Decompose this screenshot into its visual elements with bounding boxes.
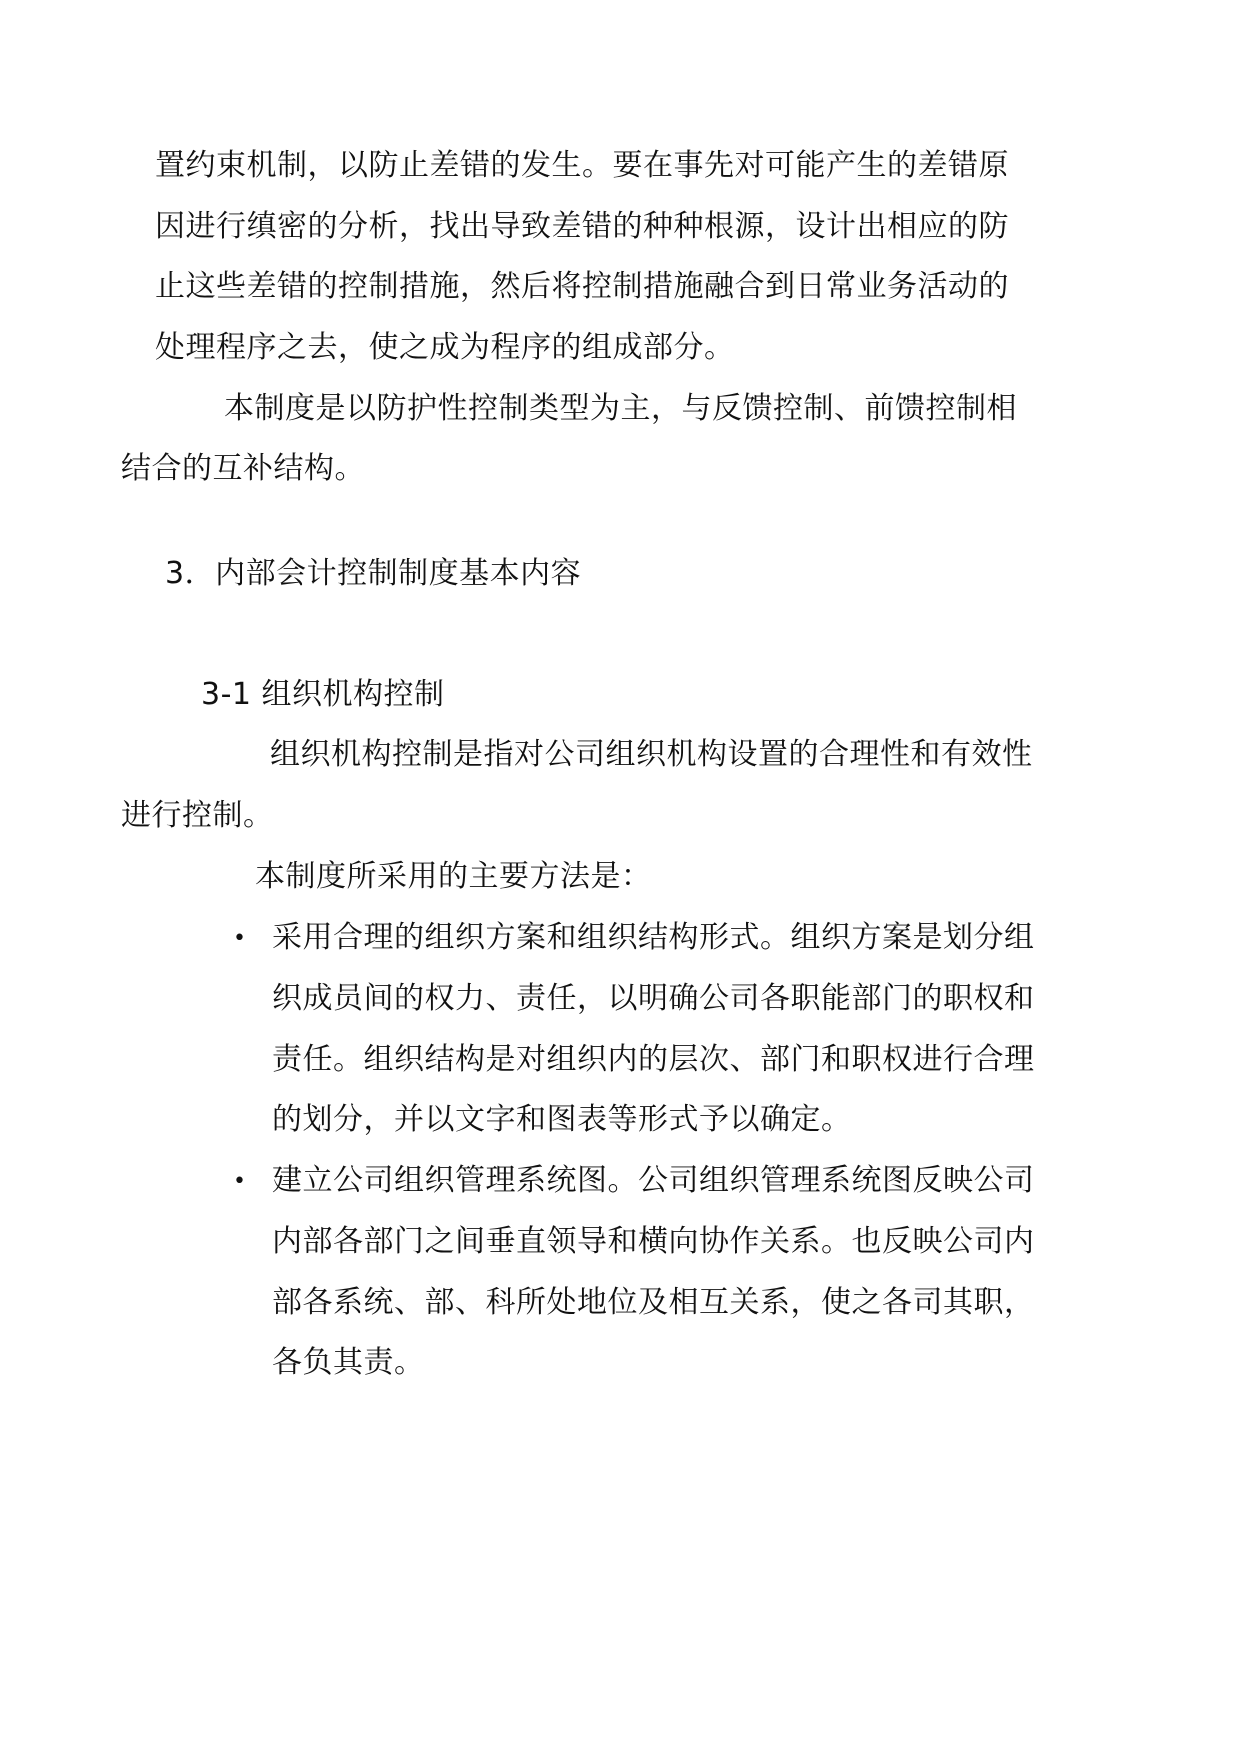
paragraph2-line-1: 本制度是以防护性控制类型为主，与反馈控制、前馈控制相 <box>224 391 1017 426</box>
bullet-1-marker: • <box>233 926 246 951</box>
bullet-2-line-2: 内部各部门之间垂直领导和横向协作关系。也反映公司内 <box>272 1224 1035 1259</box>
bullet-2-line-4: 各负其责。 <box>272 1345 425 1380</box>
paragraph1-line-2: 因进行缜密的分析，找出导致差错的种种根源，设计出相应的防 <box>155 209 1009 244</box>
section-heading: 3．内部会计控制制度基本内容 <box>165 556 582 591</box>
bullet-2-line-3: 部各系统、部、科所处地位及相互关系，使之各司其职， <box>272 1285 1035 1320</box>
bullet-2-marker: • <box>233 1169 246 1194</box>
methods-intro: 本制度所采用的主要方法是： <box>255 859 652 894</box>
bullet-1-line-1: 采用合理的组织方案和组织结构形式。组织方案是划分组 <box>272 920 1035 955</box>
paragraph1-line-3: 止这些差错的控制措施，然后将控制措施融合到日常业务活动的 <box>155 269 1009 304</box>
subsection-heading: 3-1 组织机构控制 <box>201 677 445 712</box>
bullet-1-line-4: 的划分，并以文字和图表等形式予以确定。 <box>272 1102 852 1137</box>
paragraph3-line-2: 进行控制。 <box>121 798 274 833</box>
paragraph2-line-2: 结合的互补结构。 <box>121 451 365 486</box>
bullet-1-line-3: 责任。组织结构是对组织内的层次、部门和职权进行合理 <box>272 1042 1035 1077</box>
bullet-1-line-2: 织成员间的权力、责任，以明确公司各职能部门的职权和 <box>272 981 1035 1016</box>
bullet-2-line-1: 建立公司组织管理系统图。公司组织管理系统图反映公司 <box>272 1163 1035 1198</box>
paragraph1-line-4: 处理程序之去，使之成为程序的组成部分。 <box>155 330 735 365</box>
paragraph3-line-1: 组织机构控制是指对公司组织机构设置的合理性和有效性 <box>270 737 1033 772</box>
paragraph1-line-1: 置约束机制，以防止差错的发生。要在事先对可能产生的差错原 <box>155 148 1009 183</box>
